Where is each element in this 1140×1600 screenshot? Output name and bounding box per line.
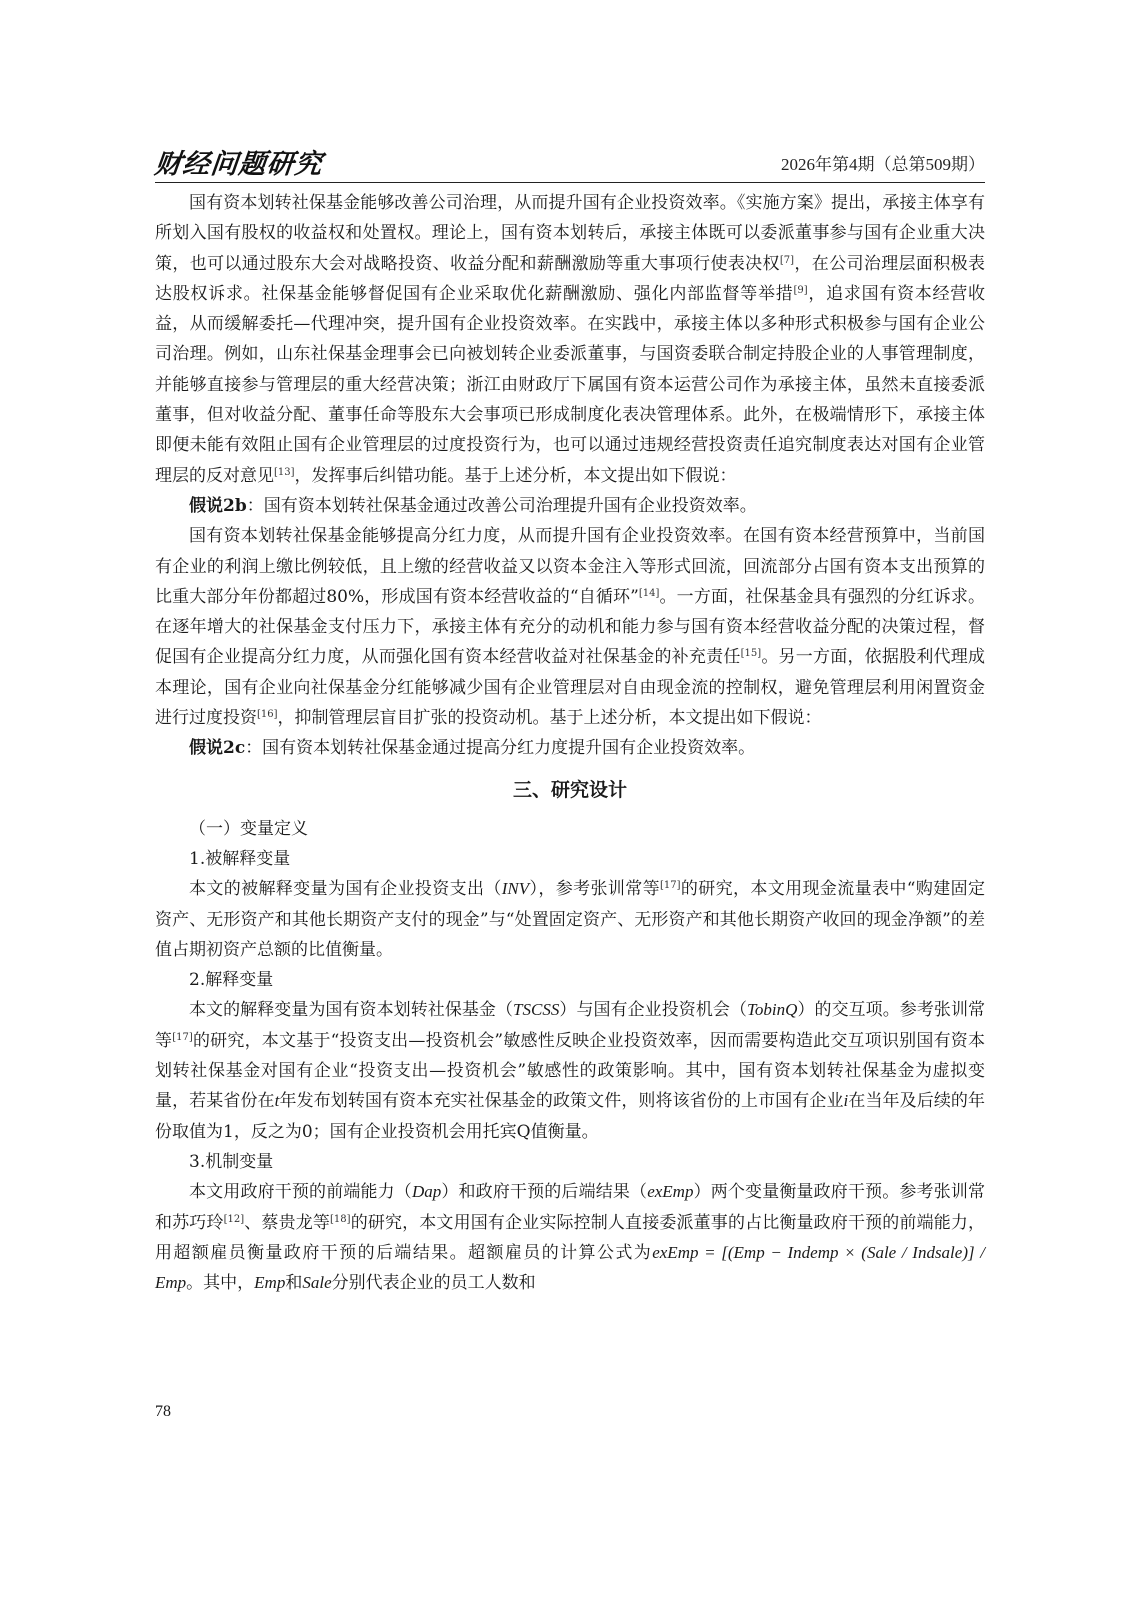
subsection-title: （一）变量定义 — [189, 818, 308, 839]
citation: [17] — [660, 880, 681, 892]
paragraph-explanatory-variable: 本文的解释变量为国有资本划转社保基金（TSCSS）与国有企业投资机会（TobinQ）的交互项。参考张训常等[17]的研究，本文基于“投资支出—投资机会”敏感性反映企业投资效率，因而需要构造此交互项识别国有资本划转社保基金对国有企业“投资支出—投资机会”敏感性的政策影响。其中，国有资本划转社保基金为虚拟变量，若某省份在t年发布划转国有资本充实社保基金的政策文件，则将该省份的上市国有企业i在当年及后续的年份取值为1，反之为0；国有企业投资机会用托宾Q值衡量。 — [155, 1000, 986, 1142]
citation: [14] — [638, 587, 660, 599]
citation: [17] — [172, 1031, 193, 1043]
variable-symbol: t — [274, 1091, 280, 1111]
page-number: 78 — [155, 1403, 171, 1420]
journal-logo: 财经问题研究 — [153, 149, 325, 180]
variable-symbol: exEmp — [647, 1182, 694, 1202]
variable-symbol: TSCSS — [513, 1000, 560, 1020]
citation: [7] — [779, 254, 795, 266]
running-header — [155, 140, 985, 183]
paragraph-mechanism-variable: 本文用政府干预的前端能力（Dap）和政府干预的后端结果（exEmp）两个变量衡量政府干预。参考张训常和苏巧玲[12]、蔡贵龙等[18]的研究，本文用国有企业实际控制人直接委派董事的占比衡量政府干预的前端能力，用超额雇员衡量政府干预的后端结果。超额雇员的计算公式为exEmp = [(Emp − Indemp × (Sale / Indsale)] / Emp。其中，Emp和Sale分别代表企业的员工人数和 — [155, 1182, 986, 1294]
citation: [15] — [740, 648, 762, 660]
issue-info: 2026年第4期（总第509期） — [781, 155, 985, 174]
variable-heading-dependent: 1.被解释变量 — [189, 848, 291, 869]
hypothesis-2b: 假说2b：国有资本划转社保基金通过改善公司治理提升国有企业投资效率。 — [189, 495, 757, 516]
variable-symbol: Dap — [411, 1182, 442, 1202]
variable-heading-mechanism: 3.机制变量 — [189, 1151, 274, 1172]
hypothesis-2c: 假说2c：国有资本划转社保基金通过提高分红力度提升国有企业投资效率。 — [189, 738, 756, 759]
variable-heading-explanatory: 2.解释变量 — [189, 970, 274, 991]
citation: [16] — [257, 709, 278, 721]
paragraph-dividend: 国有资本划转社保基金能够提高分红力度，从而提升国有企业投资效率。在国有资本经营预算中，当前国有企业的利润上缴比例较低，且上缴的经营收益又以资本金注入等形式回流，回流部分占国有资本支出预算的比重大部分年份都超过80%，形成国有资本经营收益的“自循环”[14]。一方面，社保基金具有强烈的分红诉求。在逐年增大的社保基金支付压力下，承接主体有充分的动机和能力参与国有资本经营收益分配的决策过程，督促国有企业提高分红力度，从而强化国有资本经营收益对社保基金的补充责任[15]。另一方面，依据股利代理成本理论，国有企业向社保基金分红能够减少国有企业管理层对自由现金流的控制权，避免管理层利用闲置资金进行过度投资[16]，抑制管理层盲目扩张的投资动机。基于上述分析，本文提出如下假说： — [155, 526, 986, 729]
citation: [9] — [793, 284, 808, 296]
variable-symbol: i — [843, 1091, 849, 1111]
paragraph-governance: 国有资本划转社保基金能够改善公司治理，从而提升国有企业投资效率。《实施方案》提出，承接主体享有所划入国有股权的收益权和处置权。理论上，国有资本划转后，承接主体既可以委派董事参与国有企业重大决策，也可以通过股东大会对战略投资、收益分配和薪酬激励等重大事项行使表决权[7]，在公司治理层面积极表达股权诉求。社保基金能够督促国有企业采取优化薪酬激励、强化内部监督等举措[9]，追求国有资本经营收益，从而缓解委托—代理冲突，提升国有企业投资效率。在实践中，承接主体以多种形式积极参与国有企业公司治理。例如，山东社保基金理事会已向被划转企业委派董事，与国资委联合制定持股企业的人事管理制度，并能够直接参与管理层的重大经营决策；浙江由财政厅下属国有资本运营公司作为承接主体，虽然未直接委派董事，但对收益分配、董事任命等股东大会事项已形成制度化表决管理体系。此外，在极端情形下，承接主体即便未能有效阻止国有企业管理层的过度投资行为，也可以通过违规经营投资责任追究制度表达对国有企业管理层的反对意见[13]，发挥事后纠错功能。基于上述分析，本文提出如下假说： — [155, 193, 986, 486]
article-body — [155, 188, 985, 1298]
citation: [13] — [274, 466, 295, 478]
hypothesis-label: 假说2c — [189, 738, 246, 759]
paragraph-dependent-variable: 本文的被解释变量为国有企业投资支出（INV），参考张训常等[17]的研究，本文用现金流量表中“购建固定资产、无形资产和其他长期资产支付的现金”与“处置固定资产、无形资产和其他长期资产收回的现金净额”的差值占期初资产总额的比值衡量。 — [155, 879, 985, 960]
variable-symbol: TobinQ — [747, 1000, 798, 1020]
variable-symbol: Sale — [302, 1273, 332, 1293]
citation: [18] — [330, 1213, 351, 1225]
section-title: 三、研究设计 — [512, 778, 627, 801]
hypothesis-label: 假说2b — [189, 495, 247, 516]
variable-symbol: INV — [501, 879, 530, 899]
citation: [12] — [223, 1213, 245, 1225]
formula: exEmp = [(Emp − Indemp × (Sale / Indsale)] / Emp — [155, 1242, 985, 1293]
variable-symbol: Emp — [254, 1273, 286, 1293]
